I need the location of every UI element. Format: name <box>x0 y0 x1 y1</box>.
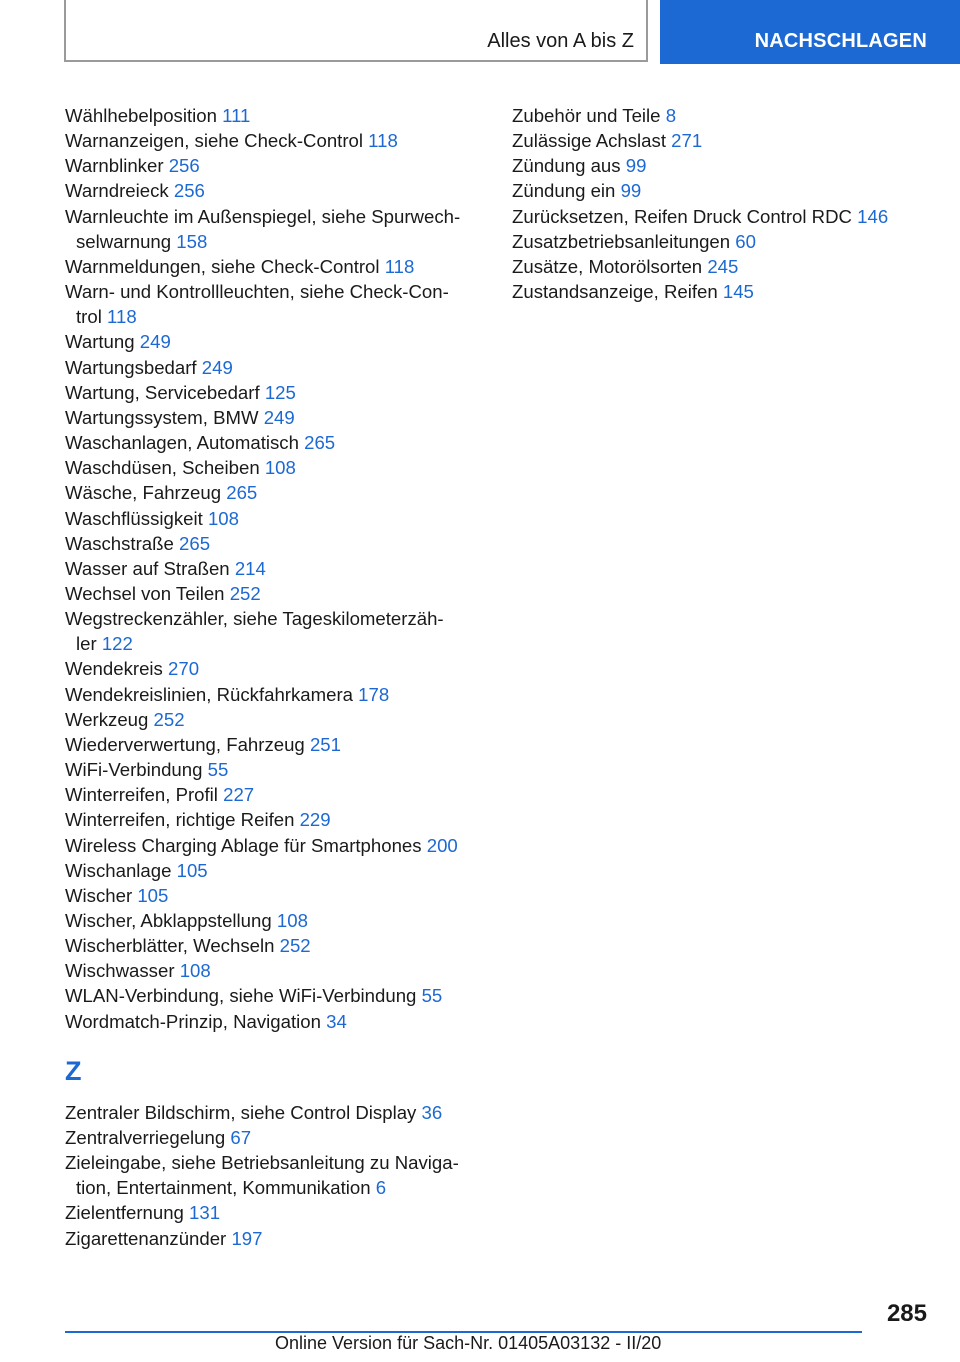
index-page-link[interactable]: 265 <box>179 532 211 554</box>
index-entry-text: Zigarettenanzünder <box>65 1227 227 1249</box>
index-entry-text: Wartung <box>65 331 135 353</box>
index-page-link[interactable]: 252 <box>153 708 185 730</box>
index-entry-text: Zurücksetzen, Reifen Druck Control RDC <box>512 205 852 227</box>
index-page-link[interactable]: 118 <box>368 130 398 152</box>
index-page-link[interactable]: 36 <box>421 1101 443 1123</box>
index-entry <box>65 933 485 958</box>
index-entry <box>512 254 932 279</box>
index-page-link[interactable]: 34 <box>326 1010 347 1032</box>
index-page-link[interactable]: 249 <box>139 331 171 353</box>
index-entry-text: Zielentfernung <box>65 1202 184 1224</box>
index-page-link[interactable]: 197 <box>231 1227 263 1249</box>
index-page-link[interactable]: 55 <box>207 759 229 781</box>
section-letter-z: Z <box>65 1055 82 1086</box>
index-entry <box>65 531 485 556</box>
index-entry <box>65 380 485 405</box>
index-page-link[interactable]: 265 <box>226 482 258 504</box>
index-entry <box>65 858 485 883</box>
index-entry-text: Wireless Charging Ablage für Smartphones <box>65 834 422 856</box>
index-entry <box>65 757 485 782</box>
index-entry <box>512 103 932 128</box>
index-entry-text: WLAN-Verbindung, siehe WiFi-Verbindung <box>65 985 417 1007</box>
index-entry <box>65 254 485 279</box>
index-entry <box>65 455 485 480</box>
index-entry <box>65 1200 485 1225</box>
index-entry <box>65 707 485 732</box>
index-entry-text: Waschflüssigkeit <box>65 507 203 529</box>
index-entry-text: Zusätze, Motorölsorten <box>512 255 703 277</box>
index-entry-text: selwarnung <box>76 230 172 252</box>
index-entry-text: Wischwasser <box>65 960 175 982</box>
header-chapter-tab[interactable] <box>660 0 960 64</box>
index-page-link[interactable]: 105 <box>176 859 208 881</box>
index-entry <box>65 329 485 354</box>
index-entry-text: Wiederverwertung, Fahrzeug <box>65 733 305 755</box>
index-column-left <box>65 103 485 1251</box>
index-entry <box>65 682 485 707</box>
index-entry <box>512 229 932 254</box>
index-page-link[interactable]: 131 <box>189 1202 221 1224</box>
index-page-link[interactable]: 252 <box>279 935 311 957</box>
index-entry-text: Zulässige Achslast <box>512 130 666 152</box>
index-page-link[interactable]: 108 <box>264 457 296 479</box>
index-page-link[interactable]: 256 <box>173 180 205 202</box>
index-entry-text: Wählhebelposition <box>65 105 217 126</box>
index-entry-text: Wendekreislinien, Rückfahrkamera <box>65 683 353 705</box>
index-entry-text: Wischanlage <box>65 859 172 881</box>
index-entry <box>65 430 485 455</box>
index-entry-text: Zubehör und Teile <box>512 105 661 126</box>
index-entry-text: Zustandsanzeige, Reifen <box>512 281 718 303</box>
header-section-title: Alles von A bis Z <box>487 30 634 52</box>
index-page-link[interactable]: 67 <box>230 1126 252 1148</box>
index-entry <box>65 1009 485 1034</box>
index-page-link[interactable]: 249 <box>201 356 233 378</box>
index-entry <box>65 556 485 581</box>
index-entry <box>65 1226 485 1251</box>
index-entry <box>65 506 485 531</box>
index-entry <box>65 279 485 329</box>
index-page-link[interactable]: 178 <box>358 683 390 705</box>
index-entry-text: WiFi-Verbindung <box>65 759 203 781</box>
index-entry <box>512 153 932 178</box>
index-page-link[interactable]: 99 <box>620 180 642 202</box>
index-entry-text: tion, Entertainment, Kommunikation <box>76 1177 371 1199</box>
header-section-box <box>64 0 648 62</box>
index-entry-text: Wasser auf Straßen <box>65 557 230 579</box>
index-entry-text: Zieleingabe, siehe Betriebsanleitung zu Naviga- <box>65 1152 459 1174</box>
index-page-link[interactable]: 105 <box>137 884 169 906</box>
index-entry-text: Winterreifen, Profil <box>65 784 218 806</box>
index-entry-text: Wartung, Servicebedarf <box>65 381 260 403</box>
index-page-link[interactable]: 145 <box>722 281 754 303</box>
index-entry-text: Warndreieck <box>65 180 169 202</box>
index-entry <box>65 807 485 832</box>
index-page-link[interactable]: 252 <box>229 582 261 604</box>
index-page-link[interactable]: 6 <box>375 1177 387 1199</box>
index-entry-text: Wischer, Abklappstellung <box>65 910 272 931</box>
index-entry-text: Warnblinker <box>65 155 164 177</box>
index-entry-text: Waschdüsen, Scheiben <box>65 457 260 479</box>
index-entry <box>65 1150 485 1200</box>
index-entry <box>65 656 485 681</box>
index-entry-text: Wartungssystem, BMW <box>65 406 259 428</box>
index-entry-text: Zündung ein <box>512 180 616 202</box>
header-chapter-label: NACHSCHLAGEN <box>754 30 927 52</box>
index-entry <box>65 958 485 983</box>
index-entry <box>65 883 485 908</box>
index-list-z <box>65 1100 485 1251</box>
index-entry-text: Waschanlagen, Automatisch <box>65 432 299 454</box>
index-page-link[interactable]: 271 <box>671 130 703 152</box>
index-entry <box>65 732 485 757</box>
index-entry <box>65 405 485 430</box>
index-page-link[interactable]: 200 <box>426 834 458 856</box>
index-page-link[interactable]: 227 <box>223 784 255 806</box>
index-entry <box>65 606 485 656</box>
index-entry-text: Zusatzbetriebsanleitungen <box>512 230 731 252</box>
index-page-link[interactable]: 249 <box>263 406 295 428</box>
index-entry-text: ler <box>76 633 97 655</box>
index-column-right <box>512 103 932 304</box>
index-page-link[interactable]: 118 <box>384 255 415 277</box>
index-entry <box>65 103 485 128</box>
index-page-link[interactable]: 55 <box>421 985 443 1007</box>
index-page-link[interactable]: 8 <box>665 105 677 126</box>
index-entry <box>65 178 485 203</box>
index-page-link[interactable]: 125 <box>264 381 296 403</box>
index-entry-text: Winterreifen, richtige Reifen <box>65 809 295 831</box>
index-page-link[interactable]: 251 <box>309 733 341 755</box>
index-entry-text: Warnanzeigen, siehe Check-Control <box>65 130 363 152</box>
index-entry-text: Wischerblätter, Wechseln <box>65 935 275 957</box>
index-entry-text: trol <box>76 306 102 328</box>
index-page-link[interactable]: 214 <box>234 557 266 579</box>
index-page-link[interactable]: 146 <box>857 205 889 227</box>
index-entry <box>512 128 932 153</box>
index-list-z-continued <box>512 103 932 304</box>
index-entry-text: Waschstraße <box>65 532 174 554</box>
index-entry <box>65 204 485 254</box>
index-entry-text: Wordmatch-Prinzip, Navigation <box>65 1010 321 1032</box>
index-entry <box>65 153 485 178</box>
index-entry-text: Werkzeug <box>65 708 149 730</box>
index-entry-text: Zentralverriegelung <box>65 1126 226 1148</box>
index-list-w <box>65 103 485 1034</box>
index-entry-text: Zentraler Bildschirm, siehe Control Display <box>65 1101 417 1123</box>
index-entry <box>512 204 932 229</box>
index-entry <box>65 581 485 606</box>
index-entry-text: Warnmeldungen, siehe Check-Control <box>65 255 380 277</box>
page-number: 285 <box>886 1300 927 1327</box>
index-entry <box>65 128 485 153</box>
index-entry-text: Warnleuchte im Außenspiegel, siehe Spurwech- <box>65 205 461 227</box>
index-page-link[interactable]: 122 <box>101 633 133 655</box>
index-page-link[interactable]: 229 <box>299 809 331 831</box>
index-page-link[interactable]: 99 <box>625 155 647 177</box>
footer-online-version: Online Version für Sach-Nr. 01405A03132 - II/20 <box>275 1333 662 1353</box>
index-page-link[interactable]: 265 <box>304 432 336 454</box>
index-entry <box>65 833 485 858</box>
index-entry <box>65 983 485 1008</box>
index-page-link[interactable]: 60 <box>735 230 756 252</box>
index-entry <box>65 782 485 807</box>
index-page-link[interactable]: 245 <box>707 255 739 277</box>
index-entry-text: Wendekreis <box>65 658 163 680</box>
index-entry-text: Zündung aus <box>512 155 621 177</box>
index-page-link[interactable]: 108 <box>179 960 211 982</box>
index-page-link[interactable]: 108 <box>207 507 239 529</box>
index-entry <box>65 355 485 380</box>
index-page-link[interactable]: 111 <box>222 105 251 126</box>
index-page-link[interactable]: 158 <box>176 230 208 252</box>
index-page-link[interactable]: 270 <box>168 658 200 680</box>
index-entry-text: Wäsche, Fahrzeug <box>65 482 222 504</box>
index-entry <box>65 480 485 505</box>
index-entry <box>65 1100 485 1125</box>
index-entry <box>65 908 485 933</box>
index-entry-text: Wegstreckenzähler, siehe Tageskilometerzäh- <box>65 608 444 630</box>
index-entry-text: Warn- und Kontrollleuchten, siehe Check-Con- <box>65 281 449 303</box>
index-page-link[interactable]: 118 <box>107 306 137 328</box>
index-page-link[interactable]: 256 <box>168 155 200 177</box>
index-entry <box>512 279 932 304</box>
index-entry-text: Wechsel von Teilen <box>65 582 225 604</box>
index-entry-text: Wischer <box>65 884 133 906</box>
index-entry-text: Wartungsbedarf <box>65 356 197 378</box>
index-entry <box>512 178 932 203</box>
index-page-link[interactable]: 108 <box>276 910 308 931</box>
index-entry <box>65 1125 485 1150</box>
